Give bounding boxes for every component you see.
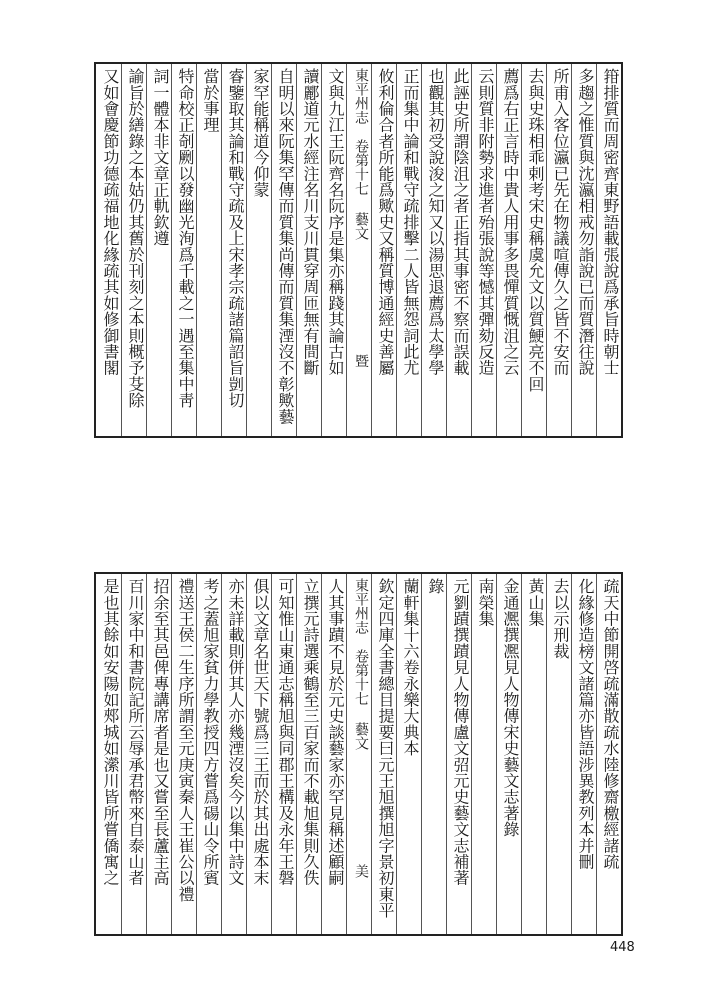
- column-rule-line: [571, 574, 572, 934]
- column-rule-line: [396, 64, 397, 436]
- top_panel-text-column: 讀酈道元水經注名川支川貫穿周匝無有間斷: [301, 68, 320, 376]
- column-rule-line: [321, 64, 322, 436]
- top_panel-text-column: 所甫入客位瀛已先在物議喧傳久之皆不安而: [551, 68, 570, 376]
- column-rule-line: [371, 64, 372, 436]
- column-rule-line: [571, 64, 572, 436]
- column-rule-line: [221, 574, 222, 934]
- top_panel-text-column: 多趨之惟質與沈瀛相戒勿詣說已而質潛往說: [576, 68, 595, 376]
- column-rule-line: [271, 574, 272, 934]
- column-rule-line: [296, 574, 297, 934]
- page-number: 448: [610, 940, 635, 955]
- bottom_panel-text-column: 元劉蹟撰蹟見人物傳盧文弨元史藝文志補著: [451, 578, 470, 886]
- column-rule-line: [246, 574, 247, 934]
- column-rule-line: [446, 64, 447, 436]
- top-page-panel: [94, 62, 623, 438]
- column-rule-line: [171, 64, 172, 436]
- bottom_panel-text-column: 東平州志 卷第十七 藝文 美: [353, 578, 369, 879]
- column-rule-line: [596, 574, 597, 934]
- column-rule-line: [221, 64, 222, 436]
- column-rule-line: [321, 574, 322, 934]
- bottom_panel-text-column: 立撰元詩選乘鶴至三百家而不載旭集則久佚: [301, 578, 320, 886]
- top_panel-text-column: 也觀其初受說浚之知又以湯思退薦爲太學學: [426, 68, 445, 376]
- column-rule-line: [196, 64, 197, 436]
- top_panel-text-column: 東平州志 卷第十七 藝文 暨: [353, 68, 369, 369]
- top_panel-text-column: 云則質非附勢求進者殆張說等憾其彈劾反造: [476, 68, 495, 376]
- column-rule-line: [296, 64, 297, 436]
- column-rule-line: [596, 64, 597, 436]
- bottom_panel-text-column: 考之蓋旭家貧力學教授四方嘗爲碭山令所賓: [201, 578, 220, 886]
- bottom_panel-text-column: 疏天中節開啓疏滿散疏水陸修齋檄經諸疏: [601, 578, 620, 870]
- column-rule-line: [171, 574, 172, 934]
- bottom_panel-text-column: 亦未詳載則併其人亦幾湮沒矣今以集中詩文: [226, 578, 245, 886]
- top_panel-text-column: 此誣史所謂陰沮之者正指其事密不察而誤載: [451, 68, 470, 376]
- column-rule-line: [446, 574, 447, 934]
- bottom_panel-text-column: 百川家中和書院記所云辱承君幣來自泰山者: [126, 578, 145, 886]
- column-rule-line: [496, 64, 497, 436]
- top_panel-text-column: 去與史珠相乖剌考宋史稱虞允文以質鯁亮不回: [526, 68, 545, 392]
- column-rule-line: [196, 574, 197, 934]
- column-rule-line: [346, 64, 347, 436]
- bottom_panel-text-column: 可知惟山東通志稱旭與同郡王構及永年王磐: [276, 578, 295, 886]
- top_panel-text-column: 薦爲右正言時中貴人用事多畏憚質慨沮之云: [501, 68, 520, 376]
- top_panel-text-column: 特命校正剞劂以發幽光洵爲千載之一遇至集中靑: [176, 68, 195, 409]
- column-rule-line: [246, 64, 247, 436]
- bottom_panel-text-column: 蘭軒集十六卷永樂大典本: [401, 578, 420, 757]
- top_panel-text-column: 箝排質而周密齊東野語載張說爲承旨時朝士: [601, 68, 620, 376]
- column-rule-line: [396, 574, 397, 934]
- column-rule-line: [146, 64, 147, 436]
- top_panel-text-column: 詞一體本非文章正軌欽遵: [151, 68, 170, 247]
- column-rule-line: [121, 574, 122, 934]
- bottom_panel-text-column: 去以示刑裁: [551, 578, 570, 659]
- column-rule-line: [471, 64, 472, 436]
- column-rule-line: [146, 574, 147, 934]
- column-rule-line: [521, 574, 522, 934]
- top_panel-text-column: 睿鑒取其論和戰守疏及上宋孝宗疏諸篇詔旨剴切: [226, 68, 245, 409]
- column-rule-line: [546, 64, 547, 436]
- top_panel-text-column: 又如會慶節功德疏福地化緣疏其如修御書閣: [101, 68, 120, 376]
- bottom-page-panel: [94, 572, 623, 936]
- column-rule-line: [496, 574, 497, 934]
- column-rule-line: [121, 64, 122, 436]
- bottom_panel-text-column: 黃山集: [526, 578, 545, 627]
- bottom_panel-text-column: 招余至其邑俾專講席者是也又嘗至長蘆主高: [151, 578, 170, 886]
- column-rule-line: [471, 574, 472, 934]
- bottom_panel-text-column: 南榮集: [476, 578, 495, 627]
- bottom_panel-text-column: 人其事蹟不見於元史談藝家亦罕見稱述顧嗣: [326, 578, 345, 886]
- top_panel-text-column: 攸利倫合者所能爲歟史又稱質博通經史善屬: [376, 68, 395, 376]
- column-rule-line: [371, 574, 372, 934]
- top_panel-text-column: 自明以來阮集罕傳而質集尚傳而質集湮沒不彰歟藝: [276, 68, 295, 425]
- bottom_panel-text-column: 錄: [426, 578, 445, 595]
- column-rule-line: [546, 574, 547, 934]
- bottom_panel-text-column: 金通凞撰凞見人物傳宋史藝文志著錄: [501, 578, 520, 838]
- bottom_panel-text-column: 欽定四庫全書總目提要曰元王旭撰旭字景初東平: [376, 578, 395, 919]
- bottom_panel-text-column: 禮送王侯二生序所謂至元庚寅秦人王崔公以禮: [176, 578, 195, 902]
- bottom_panel-text-column: 化緣修造榜文諸篇亦皆語涉異教列本并刪: [576, 578, 595, 870]
- top_panel-text-column: 文與九江王阮齊名阮序是集亦稱踐其論古如: [326, 68, 345, 376]
- column-rule-line: [346, 574, 347, 934]
- top_panel-text-column: 諭旨於繕錄之本姑仍其舊於刊刻之本則概予芟除: [126, 68, 145, 409]
- column-rule-line: [421, 574, 422, 934]
- top_panel-text-column: 家罕能稱道今仰蒙: [251, 68, 270, 198]
- bottom_panel-text-column: 俱以文章名世天下號爲三王而於其出處本末: [251, 578, 270, 886]
- column-rule-line: [521, 64, 522, 436]
- column-rule-line: [421, 64, 422, 436]
- bottom_panel-text-column: 是也其餘如安陽如郟城如瀠川皆所嘗僑寓之: [101, 578, 120, 886]
- top_panel-text-column: 正而集中論和戰守疏排擊二人皆無怨詞此尤: [401, 68, 420, 376]
- top_panel-text-column: 當於事理: [201, 68, 220, 133]
- column-rule-line: [271, 64, 272, 436]
